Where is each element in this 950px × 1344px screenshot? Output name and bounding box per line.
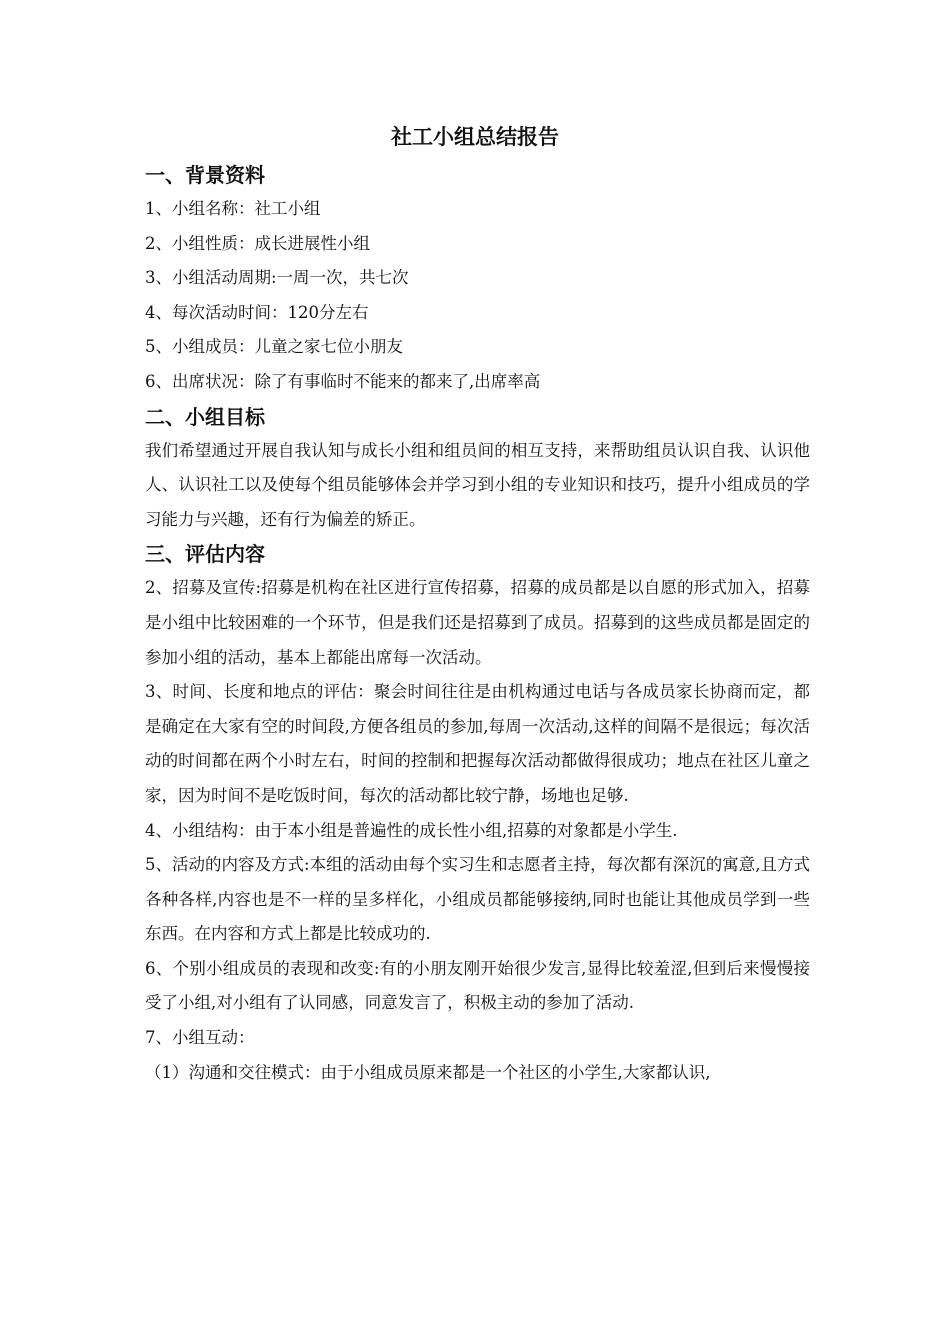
section-heading-background: 一、背景资料	[145, 163, 265, 187]
background-item-group-name: 1、小组名称：社工小组	[145, 199, 321, 218]
document-title: 社工小组总结报告	[391, 125, 559, 149]
section-background	[145, 158, 810, 400]
background-item-group-nature: 2、小组性质：成长进展性小组	[145, 233, 370, 253]
evaluation-communication-mode: （1）沟通和交往模式：由于小组成员原来都是一个社区的小学生,大家都认识,	[145, 1062, 711, 1082]
evaluation-group-interaction: 7、小组互动：	[145, 1028, 255, 1048]
evaluation-recruitment: 2、招募及宣传:招募是机构在社区进行宣传招募，招募的成员都是以自愿的形式加入，招募是小组中比较困难的一个环节，但是我们还是招募到了成员。招募到的这些成员都是固定的参加小组的活动，基本上都能出席每一次活动。	[145, 578, 810, 667]
section-goals	[145, 400, 810, 538]
evaluation-content-method: 5、活动的内容及方式:本组的活动由每个实习生和志愿者主持，每次都有深沉的寓意,且方式各种各样,内容也是不一样的呈多样化，小组成员都能够接纳,同时也能让其他成员学到一些东西。在内容和方式上都是比较成功的.	[145, 855, 810, 944]
document-body	[145, 158, 810, 1090]
evaluation-time-length-place: 3、时间、长度和地点的评估：聚会时间往往是由机构通过电话与各成员家长协商而定，都是确定在大家有空的时间段,方便各组员的参加,每周一次活动,这样的间隔不是很远；每次活动的时间都在两个小时左右，时间的控制和把握每次活动都做得很成功；地点在社区儿童之家，因为时间不是吃饭时间，每次的活动都比较宁静，场地也足够.	[145, 682, 810, 805]
section-heading-goals: 二、小组目标	[145, 404, 265, 429]
evaluation-member-changes: 6、个别小组成员的表现和改变:有的小朋友刚开始很少发言,显得比较羞涩,但到后来慢慢接受了小组,对小组有了认同感，同意发言了，积极主动的参加了活动.	[145, 958, 810, 1013]
evaluation-group-structure: 4、小组结构：由于本小组是普遍性的成长性小组,招募的对象都是小学生.	[145, 820, 678, 840]
background-item-activity-duration: 4、每次活动时间：120分左右	[145, 302, 369, 322]
section-evaluation	[145, 537, 810, 1090]
background-item-activity-cycle: 3、小组活动周期:一周一次，共七次	[145, 268, 409, 288]
goals-paragraph: 我们希望通过开展自我认知与成长小组和组员间的相互支持，来帮助组员认识自我、认识他人、认识社工以及使每个组员能够体会并学习到小组的专业知识和技巧，提升小组成员的学习能力与兴趣，还有行为偏差的矫正。	[145, 440, 810, 529]
background-item-members: 5、小组成员：儿童之家七位小朋友	[145, 337, 403, 357]
section-heading-evaluation: 三、评估内容	[145, 542, 265, 567]
background-item-attendance: 6、出席状况：除了有事临时不能来的都来了,出席率高	[145, 371, 541, 391]
